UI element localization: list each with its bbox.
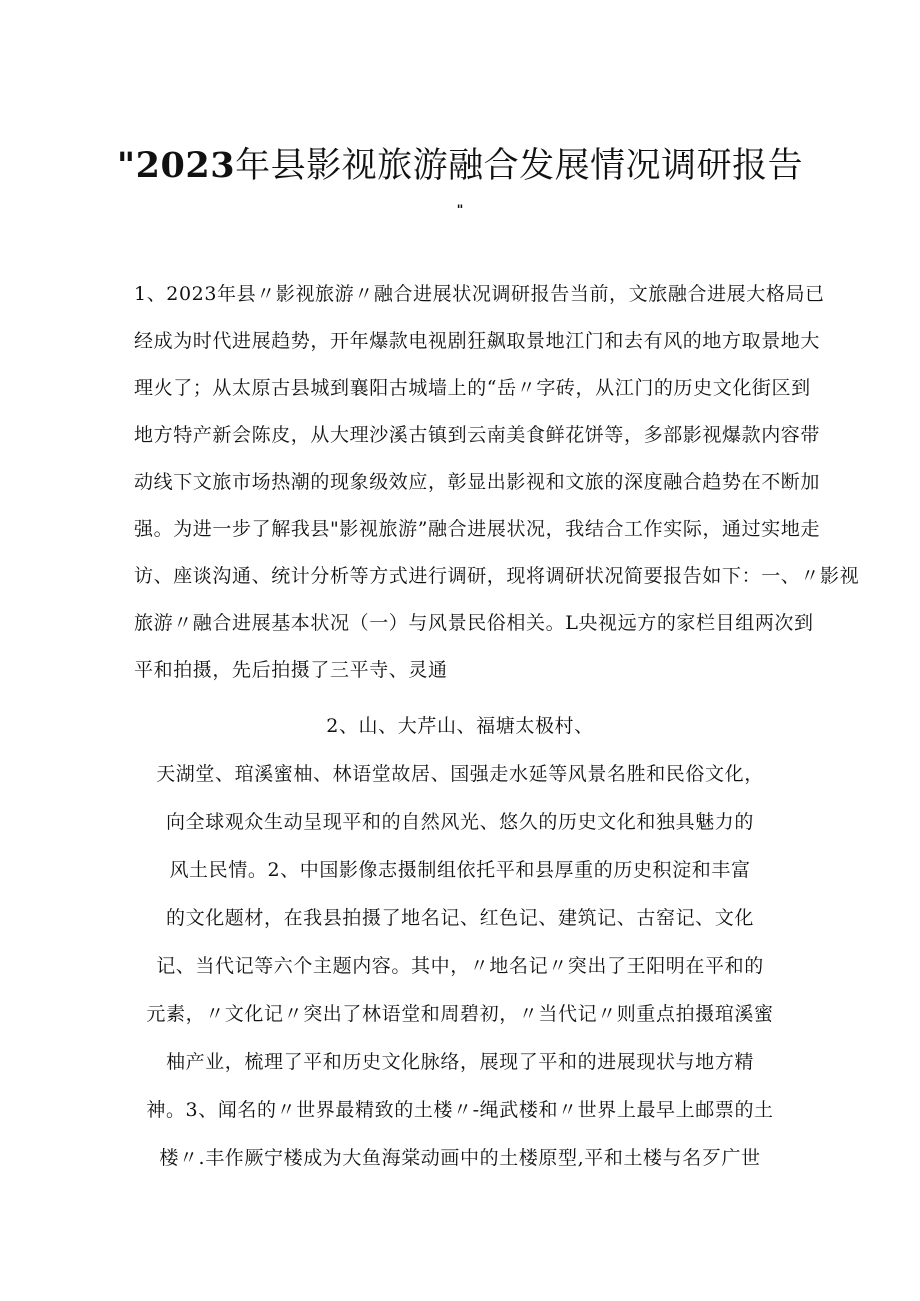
title-prefix: "2023: [116, 145, 236, 186]
paragraph-line: 的文化题材，在我县拍摄了地名记、红色记、建筑记、古窑记、文化: [165, 907, 754, 929]
paragraph-line: 向全球观众生动呈现平和的自然风光、悠久的历史文化和独具魅力的: [165, 811, 754, 833]
paragraph-line: 访、座谈沟通、统计分析等方式进行调研，现将调研状况简要报告如下：一、〃影视: [134, 565, 860, 587]
paragraph-line: 风土民情。2、中国影像志摄制组依托平和县厚重的历史积淀和丰富: [169, 859, 751, 881]
paragraph-line: 1、2023年县〃影视旅游〃融合进展状况调研报告当前，文旅融合进展大格局已: [134, 283, 825, 305]
paragraph-line: 经成为时代进展趋势，开年爆款电视剧狂飙取景地江门和去有风的地方取景地大: [134, 330, 821, 352]
title-main: 年县影视旅游融合发展情况调研报告: [235, 146, 804, 186]
paragraph-line: 楼〃.丰作厥宁楼成为大鱼海棠动画中的土楼原型,平和土楼与名歹广世: [159, 1147, 761, 1169]
paragraph-line: 元素，〃文化记〃突出了林语堂和周碧初，〃当代记〃则重点拍摄琯溪蜜: [146, 1003, 774, 1025]
paragraph-line: 地方特产新会陈皮，从大理沙溪古镇到云南美食鲜花饼等，多部影视爆款内容带: [134, 424, 821, 446]
paragraph-line: 动线下文旅市场热潮的现象级效应，彰显出影视和文旅的深度融合趋势在不断加: [134, 471, 821, 493]
paragraph-line: 柚产业，梳理了平和历史文化脉络，展现了平和的进展现状与地方精: [165, 1051, 754, 1073]
document-title: [0, 138, 920, 188]
title-tail: ": [456, 203, 464, 218]
paragraph-line: 神。3、闻名的〃世界最精致的土楼〃-绳武楼和〃世界上最早上邮票的土: [146, 1099, 774, 1121]
paragraph-line: 平和拍摄，先后拍摄了三平寺、灵通: [134, 659, 448, 681]
paragraph-line: 2、山、大芹山、福塘太极村、: [326, 715, 594, 737]
paragraph-line: 记、当代记等六个主题内容。其中，〃地名记〃突出了王阳明在平和的: [156, 955, 764, 977]
paragraph-line: 理火了；从太原古县城到襄阳古城墙上的“岳〃字砖，从江门的历史文化街区到: [134, 377, 811, 399]
paragraph-line: 天湖堂、琯溪蜜柚、林语堂故居、国强走水延等风景名胜和民俗文化，: [156, 763, 764, 785]
paragraph-line: 旅游〃融合进展基本状况（一）与风景民俗相关。L央视远方的家栏目组两次到: [134, 612, 814, 634]
paragraph-line: 强。为进一步了解我县"影视旅游”融合进展状况，我结合工作实际，通过实地走: [134, 518, 821, 540]
